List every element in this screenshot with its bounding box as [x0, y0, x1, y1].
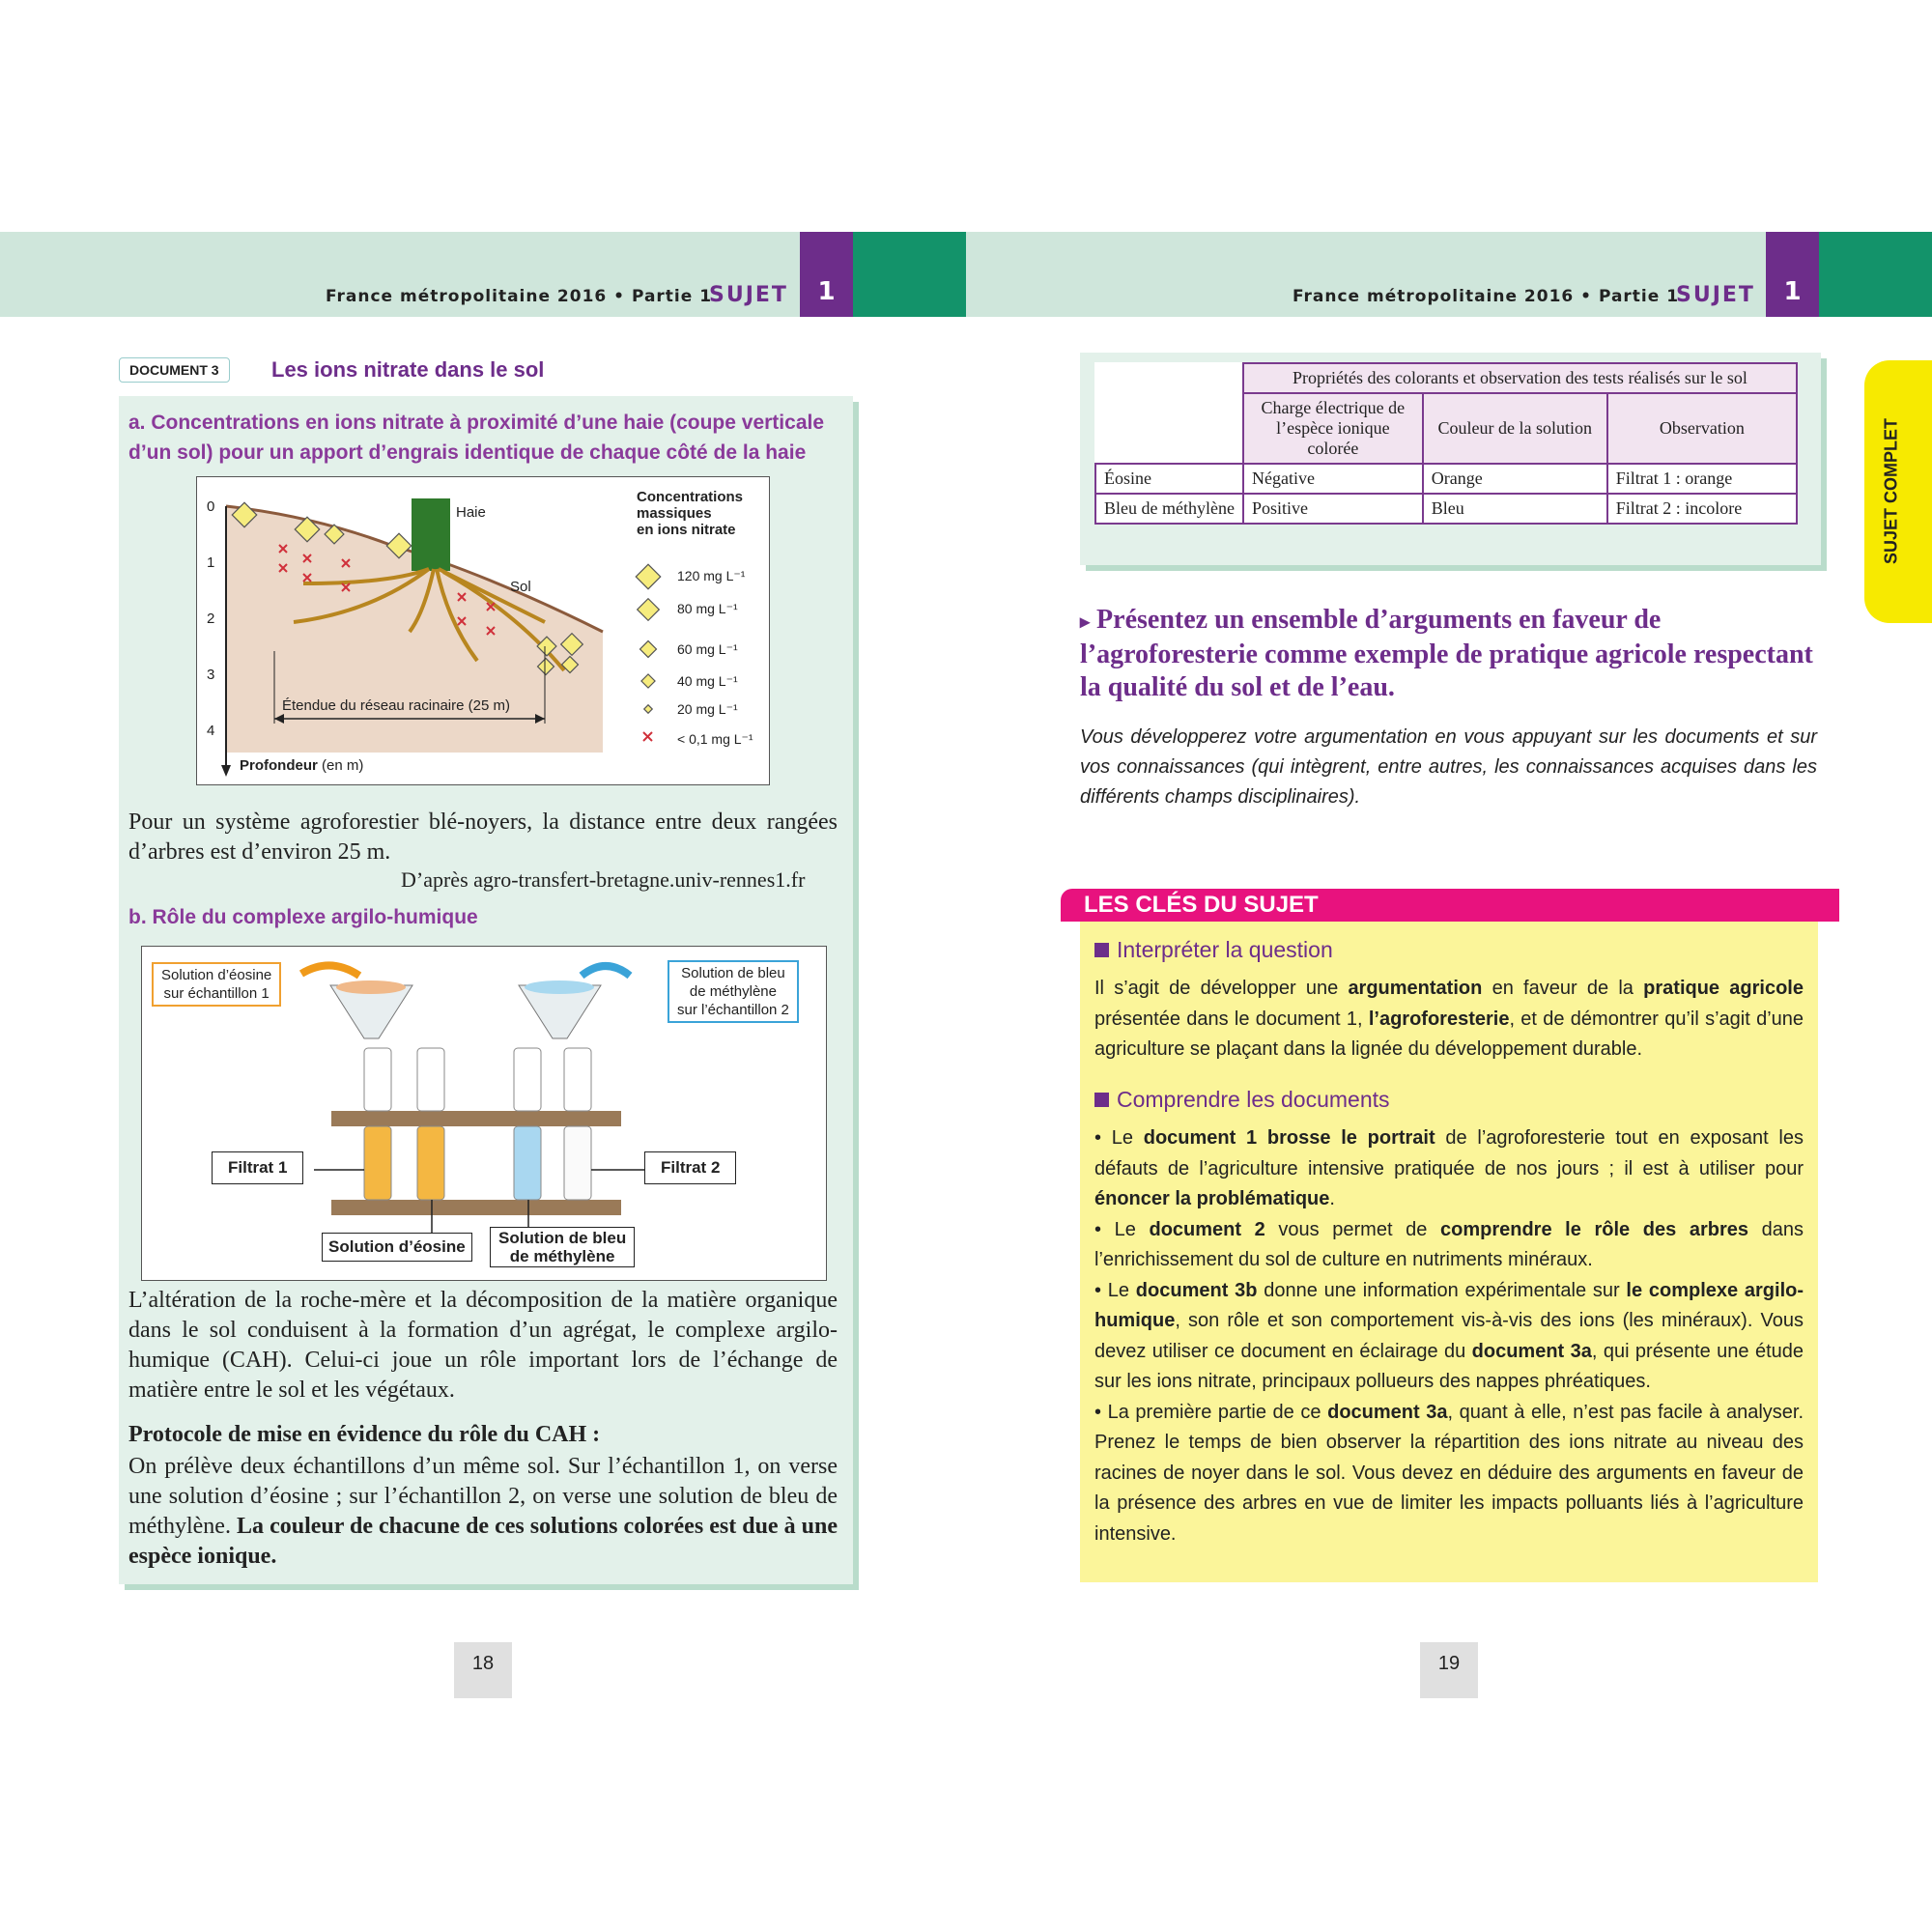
bleu-sample-line1: Solution de bleu: [681, 965, 785, 981]
tube-eosine: [417, 1126, 444, 1200]
square-bullet-icon: [1094, 943, 1109, 957]
pour-arrow-eosine: [301, 965, 359, 976]
legend-markers: [636, 564, 660, 713]
page-number-left: 18: [454, 1642, 512, 1698]
bleu-solution-line1: Solution de bleu: [498, 1229, 627, 1247]
figure-nitrate-profile: [196, 476, 770, 785]
source-text: D’après agro-transfert-bretagne.univ-rennes1.fr: [401, 867, 806, 892]
row-couleur-eosine: Orange: [1423, 464, 1607, 494]
table-row: [1095, 464, 1797, 494]
protocol-text: [128, 1452, 838, 1572]
tube-filtrat-1: [364, 1126, 391, 1200]
col-header-couleur: Couleur de la solution: [1423, 393, 1607, 464]
paragraph-agroforestry-distance: Pour un système agroforestier blé-noyers, la distance entre deux rangées d’arbres est d’environ 25 m.: [128, 810, 838, 865]
rack-top: [331, 1111, 621, 1126]
row-obs-eosine: Filtrat 1 : orange: [1607, 464, 1797, 494]
legend-title: [637, 489, 743, 538]
sujet-label-right: SUJET: [1676, 283, 1755, 307]
eosine-solution-label: Solution d’éosine: [322, 1233, 472, 1262]
legend-title-line3: en ions nitrate: [637, 522, 736, 538]
list-item: • Le document 1 brosse le portrait de l’agroforesterie tout en exposant les défauts de l’agriculture intensive pratiquée de nos jours ; il est à utiliser pour énoncer la problématique.: [1094, 1127, 1804, 1209]
list-item: • Le document 3b donne une information expérimentale sur le complexe argilo-humique, son rôle et son comportement vis-à-vis des ions (les minéraux). Vous devez utiliser ce document en éclairage du document 3a, qui présente une étude sur les ions nitrate, principaux pollueurs des nappes phréatiques.: [1094, 1279, 1804, 1392]
document-tag: DOCUMENT 3: [119, 357, 230, 383]
tube-bleu: [514, 1126, 541, 1200]
bleu-solution-line2: de méthylène: [509, 1247, 615, 1265]
header-title-right: France métropolitaine 2016 • Partie 1: [1293, 287, 1680, 306]
keys-subheading-2-text: Comprendre les documents: [1117, 1087, 1390, 1112]
col-header-observation: Observation: [1607, 393, 1797, 464]
col-header-charge: Charge électrique de l’espèce ionique colorée: [1243, 393, 1423, 464]
legend-title-line1: Concentrations: [637, 489, 744, 505]
hedge-foliage: [412, 498, 450, 571]
bleu-sample-line3: sur l’échantillon 2: [677, 1002, 789, 1018]
page-number-right: 19: [1420, 1642, 1478, 1698]
question-arrow-icon: ▸: [1080, 611, 1091, 633]
sujet-label-left: SUJET: [709, 283, 788, 307]
bleu-sample-box: [668, 960, 799, 1023]
filtrat-1-label: Filtrat 1: [212, 1151, 303, 1184]
document-title: Les ions nitrate dans le sol: [271, 357, 545, 382]
depth-tick-3: 3: [207, 667, 215, 683]
rack-bottom: [331, 1200, 621, 1215]
question-text: [1080, 604, 1819, 704]
legend-40: 40 mg L⁻¹: [677, 673, 738, 689]
protocol-title: Protocole de mise en évidence du rôle du CAH :: [128, 1422, 601, 1447]
legend-title-line2: massiques: [637, 505, 712, 522]
row-name-eosine: Éosine: [1095, 464, 1243, 494]
protocol-body: On prélève deux échantillons d’un même sol. Sur l’échantillon 1, on verse une solution d’éosine ; sur l’échantillon 2, on verse une solution de bleu de méthylène.: [128, 1454, 838, 1539]
depth-tick-0: 0: [207, 498, 215, 515]
keys-paragraph-1: Il s’agit de développer une argumentation en faveur de la pratique agricole présentée dans le document 1, l’agroforesterie, et de démontrer qu’il s’agit d’une agriculture se plaçant dans la lignée du développement durable.: [1094, 978, 1804, 1060]
legend-120: 120 mg L⁻¹: [677, 568, 746, 583]
extent-label: Étendue du réseau racinaire (25 m): [282, 697, 510, 714]
bleu-solution-label: [490, 1227, 635, 1267]
properties-table: [1094, 362, 1798, 525]
figure-filtration-experiment: [141, 946, 827, 1281]
depth-label: Profondeur: [240, 757, 318, 774]
list-item: • La première partie de ce document 3a, quant à elle, n’est pas facile à analyser. Prenez le temps de bien observer la répartition des ions nitrate au niveau des racines de noyer dans le sol. Vous devez en déduire des arguments en faveur de la présence des arbres en vue de limiter les impacts polluants liés à l’agriculture intensive.: [1094, 1401, 1804, 1545]
header-accent-right: [1819, 232, 1932, 317]
header-title-left: France métropolitaine 2016 • Partie 1: [326, 287, 713, 306]
paragraph-cah: L’altération de la roche-mère et la décomposition de la matière organique dans le sol conduisent à la formation d’un agrégat, le complexe argilo-humique (CAH). Celui-ci joue un rôle important lors de l’échange de matière entre le sol et les végétaux.: [128, 1288, 838, 1403]
question-body: Présentez un ensemble d’arguments en faveur de l’agroforesterie comme exemple de pratique agricole respectant la qualité du sol et de l’eau.: [1080, 605, 1813, 702]
row-name-bleu: Bleu de méthylène: [1095, 494, 1243, 524]
sujet-number-left: 1: [800, 232, 853, 317]
subtitle-a: a. Concentrations en ions nitrate à proximité d’une haie (coupe verticale d’un sol) pour un apport d’engrais identique de chaque côté de la haie: [128, 412, 825, 464]
tube-filtrat-2: [564, 1126, 591, 1200]
table-main-header: Propriétés des colorants et observation des tests réalisés sur le sol: [1243, 363, 1797, 393]
keys-subheading-1: [1094, 937, 1333, 963]
list-item: • Le document 2 vous permet de comprendre le rôle des arbres dans l’enrichissement du sol de culture en nutriments minéraux.: [1094, 1218, 1804, 1270]
eosine-sample-line2: sur échantillon 1: [163, 985, 270, 1002]
legend-60: 60 mg L⁻¹: [677, 641, 738, 657]
header-accent-left: [853, 232, 966, 317]
keys-title: LES CLÉS DU SUJET: [1061, 889, 1839, 922]
legend-20: 20 mg L⁻¹: [677, 701, 738, 717]
square-bullet-icon: [1094, 1093, 1109, 1107]
hedge-label: Haie: [456, 504, 486, 521]
table-row: [1095, 494, 1797, 524]
instruction-text: Vous développerez votre argumentation en vous appuyant sur les documents et sur vos connaissances (qui intègrent, entre autres, les connaissances acquises dans les différents champs disciplinaires).: [1080, 726, 1817, 808]
keys-subheading-1-text: Interpréter la question: [1117, 937, 1333, 962]
row-charge-bleu: Positive: [1243, 494, 1423, 524]
row-obs-bleu: Filtrat 2 : incolore: [1607, 494, 1797, 524]
bleu-sample-line2: de méthylène: [689, 983, 777, 1000]
keys-bullet-list: [1094, 1123, 1804, 1549]
pour-arrow-bleu: [582, 966, 630, 976]
protocol-bold: La couleur de chacune de ces solutions colorées est due à une espèce ionique.: [128, 1514, 838, 1569]
soil-label: Sol: [510, 579, 531, 595]
keys-subheading-2: [1094, 1087, 1390, 1113]
row-couleur-bleu: Bleu: [1423, 494, 1607, 524]
depth-unit: (en m): [322, 757, 364, 774]
row-charge-eosine: Négative: [1243, 464, 1423, 494]
filtrat-2-label: Filtrat 2: [644, 1151, 736, 1184]
sujet-number-right: 1: [1766, 232, 1819, 317]
depth-tick-1: 1: [207, 554, 215, 571]
legend-80: 80 mg L⁻¹: [677, 601, 738, 616]
sujet-complet-label: SUJET COMPLET: [1881, 418, 1901, 565]
eosine-sample-line1: Solution d’éosine: [161, 967, 272, 983]
subtitle-b: b. Rôle du complexe argilo-humique: [128, 906, 478, 928]
eosine-sample-box: [152, 962, 281, 1007]
depth-tick-2: 2: [207, 611, 215, 627]
depth-tick-4: 4: [207, 723, 215, 739]
legend-01: < 0,1 mg L⁻¹: [677, 731, 753, 747]
depth-axis-label: [240, 757, 363, 774]
